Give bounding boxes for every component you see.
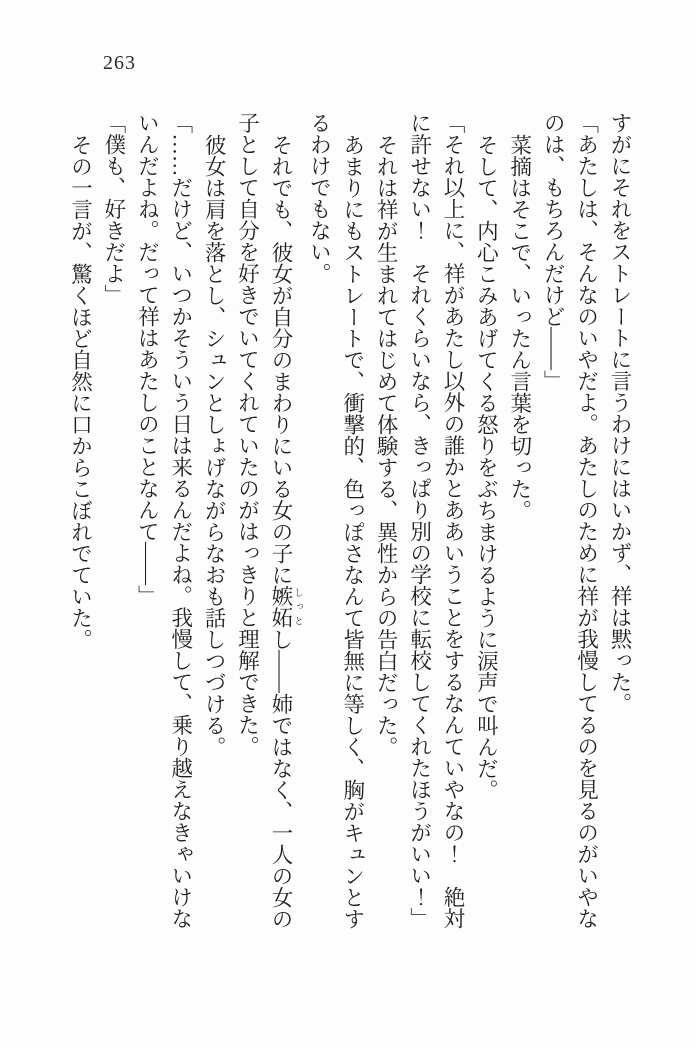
paragraph: それでも、彼女が自分のまわりにいる女の子に嫉妬 しっとし――姉ではなく、一人の女の子として自分を好きでいてくれていたのがはっきりと理解できた。	[235, 112, 302, 929]
paragraph: そして、内心こみあげてくる怒りをぶちまけるように涙声で叫んだ。	[474, 133, 499, 800]
text-block	[63, 112, 636, 937]
paragraph: 「僕も、好きだよ」	[101, 112, 126, 306]
paragraph: その一言が、驚くほど自然に口からこぼれでていた。	[68, 133, 93, 650]
page-number: 263	[103, 52, 136, 74]
paragraph: すがにそれをストレートに言うわけにはいかず、祥は黙った。	[608, 112, 632, 714]
paragraph: それは祥が生まれてはじめて体験する、異性からの告白だった。	[374, 133, 399, 757]
paragraph: 菜摘はそこで、いったん言葉を切った。	[507, 133, 532, 521]
paragraph: 彼女は肩を落とし、シュンとしょげながらなおも話しつづける。	[202, 133, 227, 757]
paragraph: あまりにもストレートで、衝撃的、色っぽさなんて皆無に等しく、胸がキュンとするわけでもない。	[307, 112, 365, 929]
paragraph: 「……だけど、いつかそういう日は来るんだよね。我慢して、乗り越えなきゃいけないんだよね。だって祥はあたしのことなんて――」	[135, 112, 193, 929]
paragraph: 「それ以上に、祥があたし以外の誰かとああいうことをするなんていやなの！ 絶対に許せない！ それくらいなら、きっぱり別の学校に転校してくれたほうがいい！」	[407, 112, 465, 929]
ruby-annotation: 嫉妬 しっと	[268, 585, 302, 628]
paragraph: 「あたしは、そんなのいやだよ。あたしのために祥が我慢してるのを見るのがいやなのは、もちろんだけど――」	[541, 112, 599, 929]
